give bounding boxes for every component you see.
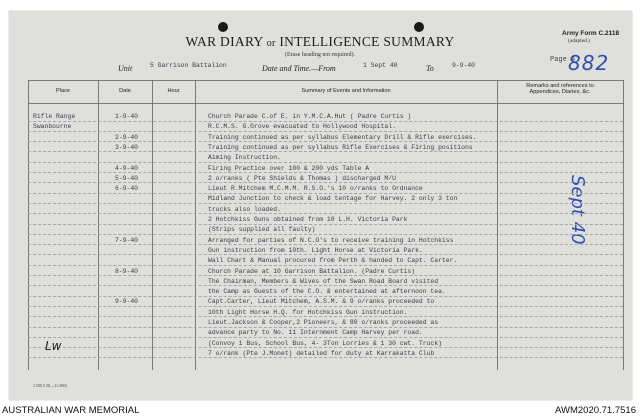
ruled-line	[28, 172, 623, 173]
ruled-line	[28, 151, 623, 152]
entry-place: Rifle Range	[33, 113, 76, 120]
ruled-line	[28, 182, 623, 183]
entry-summary: Lieut.Jackson & Cooper,2 Pioneers, & 80 o/ranks proceeded as	[208, 319, 439, 326]
entry-summary: advance party to No. 11 Internment Camp Harvey per road.	[208, 329, 423, 337]
ruled-line	[28, 306, 623, 307]
ruled-line	[28, 347, 623, 348]
ruled-line	[28, 275, 623, 276]
entry-summary: Midland Junction to check & load tentage for Harvey. 2 only 3 ton	[208, 195, 458, 203]
entry-summary: Lieut R.Mitchem M.C.M.M. R.S.O.'s 10 o/ranks to Ordnance	[208, 185, 423, 193]
entry-date: 9-9-40	[115, 298, 139, 306]
ruled-line	[28, 162, 623, 163]
column-header-summary: Summary of Events and Information	[301, 88, 391, 94]
entry-summary: the Camp as Guests of the C.O. & entertained at afternoon tea.	[208, 288, 446, 296]
entry-summary: 7 o/rank (Pte J.Monet) detailed for duty at Karrakatta Club	[208, 349, 435, 357]
ruled-line	[28, 224, 623, 225]
page-title	[0, 34, 640, 50]
ruled-line	[28, 203, 623, 204]
entry-summary: Church Parade at 10 Garrison Battalion. (Padre Curtis)	[208, 267, 416, 275]
date-time-label: Date and Time.—From	[262, 64, 336, 73]
entry-place: Swanbourne	[33, 123, 72, 131]
ruled-line	[28, 327, 623, 328]
ruled-line	[28, 316, 623, 317]
ruled-line	[28, 244, 623, 245]
ruled-line	[28, 285, 623, 286]
entry-summary: 2 o/ranks ( Pte Shields & Thomas ) discharged M/U	[208, 174, 396, 182]
entry-summary: Gun instruction from 10th. Light Horse at Victoria Park.	[208, 246, 423, 254]
table-top-rule	[28, 80, 623, 81]
ruled-line	[28, 357, 623, 358]
ruled-line	[28, 234, 623, 235]
entry-summary: 2 Hotchkiss Guns obtained from 10 L.H. Victoria Park	[208, 216, 408, 223]
punch-hole-left	[218, 22, 228, 32]
handwritten-initials: Lw	[45, 339, 62, 353]
table-right-border	[623, 80, 624, 370]
entry-date: 7-9-40	[115, 236, 139, 244]
ruled-line	[28, 337, 623, 338]
column-header-date: Date	[119, 88, 131, 94]
from-date-value: 1 Sept 40	[363, 62, 398, 69]
entry-date: 6-9-40	[115, 185, 139, 193]
page-number: Page 4	[550, 56, 576, 64]
to-date-value: 9-9-40	[452, 62, 476, 69]
unit-value: 5 Garrison Battalion	[150, 62, 227, 69]
entry-summary: Wall Chart & Manual procured from Perth & handed to Capt. Carter.	[208, 257, 458, 265]
ruled-line	[28, 254, 623, 255]
handwritten-folio-number: 882	[568, 51, 610, 75]
entry-summary: Capt.Carter, Lieut Mitchem, A.S.M. & 9 o/ranks proceeded to	[208, 298, 435, 306]
entry-date: 2-9-40	[115, 133, 139, 141]
column-header-hour: Hour	[167, 88, 180, 94]
entry-summary: 10th Light Horse H.Q. for Hotchkiss Gun instruction.	[208, 308, 408, 316]
punch-hole-right	[414, 22, 424, 32]
caption-institution: AUSTRALIAN WAR MEMORIAL	[2, 405, 140, 416]
entry-summary: (Strips supplied all faulty)	[208, 226, 316, 234]
entry-date: 1-9-40	[115, 113, 139, 120]
entry-summary: trucks also loaded.	[208, 205, 281, 213]
ruled-line	[28, 213, 623, 214]
entry-summary: Arranged for parties of N.C.O's to receive training in Hotchkiss	[208, 236, 454, 244]
ruled-line	[28, 141, 623, 142]
army-form-label: Army Form C.2118	[562, 30, 620, 37]
entry-summary: Aiming Instruction.	[208, 154, 281, 162]
ruled-line	[28, 265, 623, 266]
ruled-line	[28, 121, 623, 122]
entry-summary: (Convoy 1 Bus, School Bus, 4- 3Ton Lorries & 1 30 cwt. Truck)	[208, 339, 442, 347]
form-print-code: 2.500.5.38.—G.4965.	[33, 383, 68, 388]
entry-date: 4-9-40	[115, 164, 139, 172]
title-or: or	[266, 38, 276, 49]
caption-accession-number: AWM2020.71.7516	[555, 405, 636, 416]
ruled-line	[28, 296, 623, 297]
to-label: To	[426, 64, 434, 73]
adapted-label: (adapted.)	[568, 38, 591, 44]
remarks-header-line1: Remarks and references to	[526, 83, 594, 89]
title-war-diary: WAR DIARY	[185, 34, 264, 49]
ruled-line	[28, 193, 623, 194]
column-header-place: Place	[56, 88, 70, 94]
handwritten-month-note: Sept 40	[567, 175, 588, 245]
column-header-remarks	[497, 83, 623, 95]
entry-summary: R.C.M.S. G.Grove evacuated to Hollywood Hospital.	[208, 123, 396, 131]
title-intelligence-summary: INTELLIGENCE SUMMARY	[279, 34, 455, 49]
table-header-rule	[28, 103, 623, 104]
entry-summary: Training continued as per syllabus Rifle Exercises & Firing positions	[208, 143, 473, 151]
remarks-header-line2: Appendices, Diaries, &c.	[529, 89, 591, 95]
entry-summary: Firing Practice over 100 & 200 yds Table A	[208, 164, 370, 172]
entry-summary: Church Parade C.of E. in Y.M.C.A.Hut ( Padre Curtis )	[208, 113, 412, 120]
erase-heading-note: (Erase heading not required).	[285, 52, 355, 58]
unit-label: Unit	[118, 64, 133, 73]
entry-summary: The Chairman, Members & Wives of the Swan Road Board visited	[208, 277, 439, 285]
entry-date: 5-9-40	[115, 174, 139, 182]
entry-summary: Training continued as per syllabus Elementary Drill & Rifle exercises.	[208, 133, 477, 141]
entry-date: 3-9-40	[115, 143, 139, 151]
ruled-line	[28, 131, 623, 132]
entry-date: 8-9-40	[115, 267, 139, 275]
